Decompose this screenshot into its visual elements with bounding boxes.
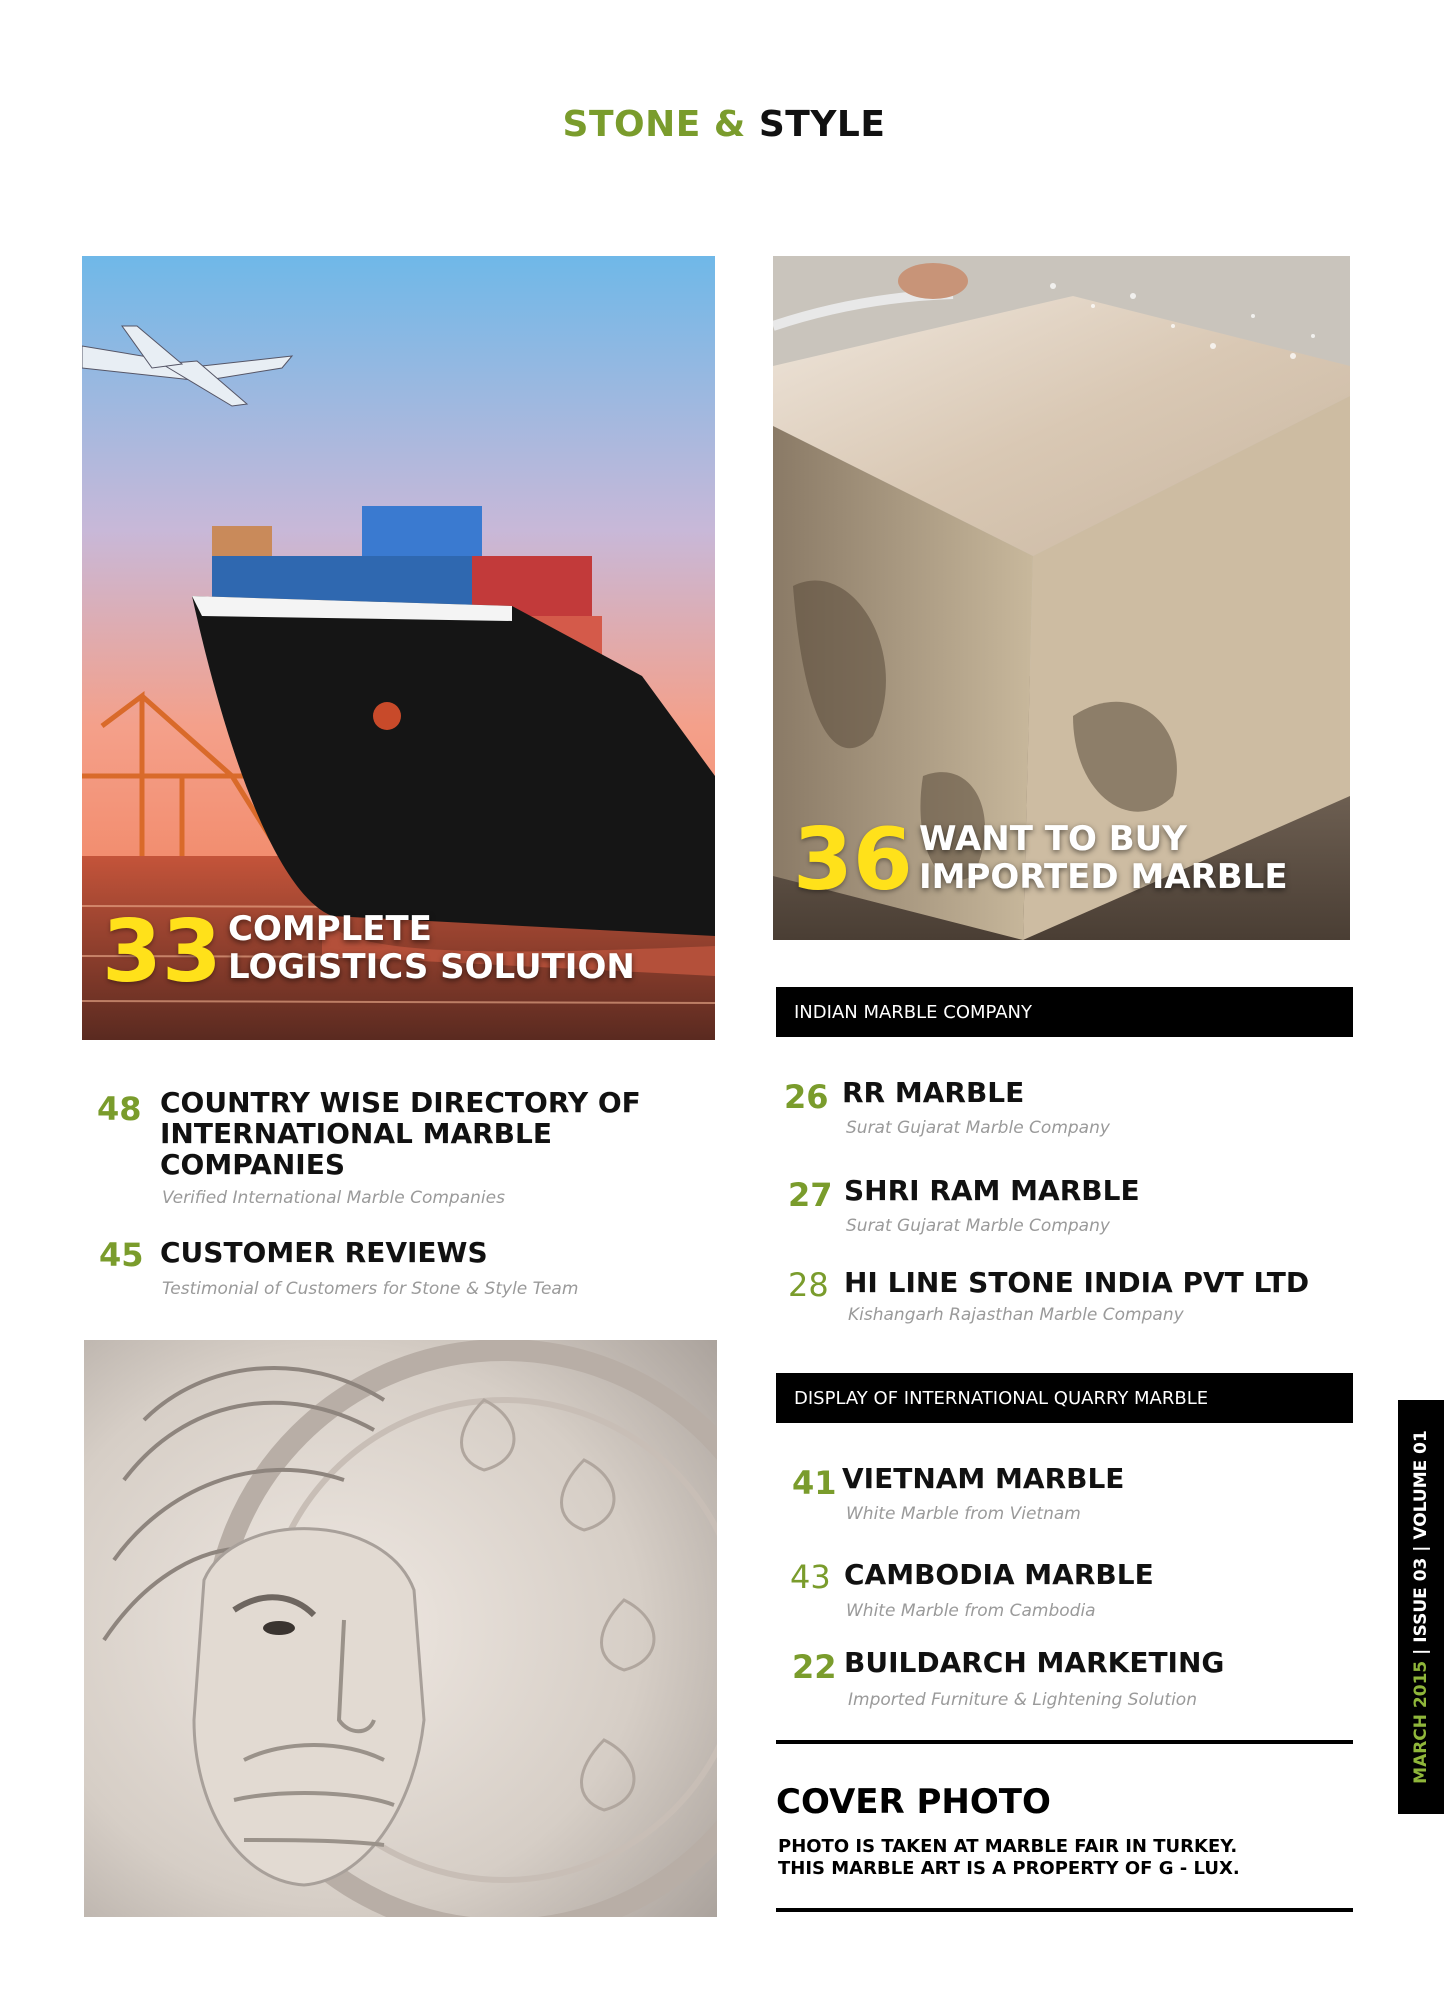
masthead-stone: STONE & — [562, 104, 746, 145]
section-bar-international-marble: DISPLAY OF INTERNATIONAL QUARRY MARBLE — [776, 1373, 1353, 1423]
cambodia-subtitle: White Marble from Cambodia — [846, 1601, 1096, 1621]
cover-sculpture-image — [84, 1340, 717, 1917]
buildarch-title: BUILDARCH MARKETING — [844, 1646, 1225, 1679]
logistics-headline-2: LOGISTICS SOLUTION — [228, 947, 635, 987]
shri-ram-title: SHRI RAM MARBLE — [844, 1174, 1140, 1207]
section-bar-indian-marble: INDIAN MARBLE COMPANY — [776, 987, 1353, 1037]
vietnam-subtitle: White Marble from Vietnam — [846, 1504, 1081, 1524]
directory-title-line3: COMPANIES — [160, 1148, 345, 1181]
marble-block-image — [773, 256, 1350, 940]
directory-page-number: 48 — [97, 1090, 142, 1128]
buildarch-page-number: 22 — [792, 1648, 837, 1686]
cover-top-rule — [776, 1740, 1353, 1744]
rr-marble-subtitle: Surat Gujarat Marble Company — [846, 1118, 1110, 1138]
shri-ram-page-number: 27 — [788, 1176, 833, 1214]
masthead-style: STYLE — [758, 104, 886, 145]
directory-subtitle: Verified International Marble Companies — [162, 1188, 505, 1208]
issue-date: MARCH 2015 — [1411, 1660, 1432, 1784]
logistics-image — [82, 256, 715, 1040]
cover-photo-line1: PHOTO IS TAKEN AT MARBLE FAIR IN TURKEY. — [778, 1836, 1238, 1857]
reviews-page-number: 45 — [99, 1236, 144, 1274]
issue-side-tab — [1398, 1400, 1444, 1814]
imported-headline-1: WANT TO BUY — [919, 819, 1187, 859]
rr-marble-page-number: 26 — [784, 1078, 829, 1116]
masthead — [0, 104, 1448, 145]
hi-line-page-number: 28 — [788, 1266, 829, 1304]
directory-title-line2: INTERNATIONAL MARBLE — [160, 1117, 552, 1150]
rr-marble-title: RR MARBLE — [842, 1076, 1025, 1109]
hi-line-subtitle: Kishangarh Rajasthan Marble Company — [848, 1305, 1184, 1325]
cover-photo-title: COVER PHOTO — [776, 1782, 1051, 1822]
issue-side-tab-text — [1411, 1430, 1431, 1784]
issue-volume: | ISSUE 03 | VOLUME 01 — [1411, 1430, 1432, 1661]
logistics-page-number: 33 — [102, 902, 222, 1002]
cambodia-page-number: 43 — [790, 1558, 831, 1596]
reviews-title: CUSTOMER REVIEWS — [160, 1236, 488, 1269]
vietnam-page-number: 41 — [792, 1464, 837, 1502]
hi-line-title: HI LINE STONE INDIA PVT LTD — [844, 1266, 1310, 1299]
cambodia-title: CAMBODIA MARBLE — [844, 1558, 1154, 1591]
cover-photo-line2: THIS MARBLE ART IS A PROPERTY OF G - LUX. — [778, 1858, 1240, 1879]
reviews-subtitle: Testimonial of Customers for Stone & Style Team — [162, 1279, 579, 1299]
imported-headline-2: IMPORTED MARBLE — [919, 857, 1288, 897]
directory-title-line1: COUNTRY WISE DIRECTORY OF — [160, 1086, 641, 1119]
imported-page-number: 36 — [793, 810, 913, 910]
marble-face-relief — [84, 1340, 717, 1917]
logistics-headline-1: COMPLETE — [228, 909, 432, 949]
shri-ram-subtitle: Surat Gujarat Marble Company — [846, 1216, 1110, 1236]
vietnam-title: VIETNAM MARBLE — [842, 1462, 1125, 1495]
cover-bottom-rule — [776, 1908, 1353, 1912]
buildarch-subtitle: Imported Furniture & Lightening Solution — [848, 1690, 1197, 1710]
